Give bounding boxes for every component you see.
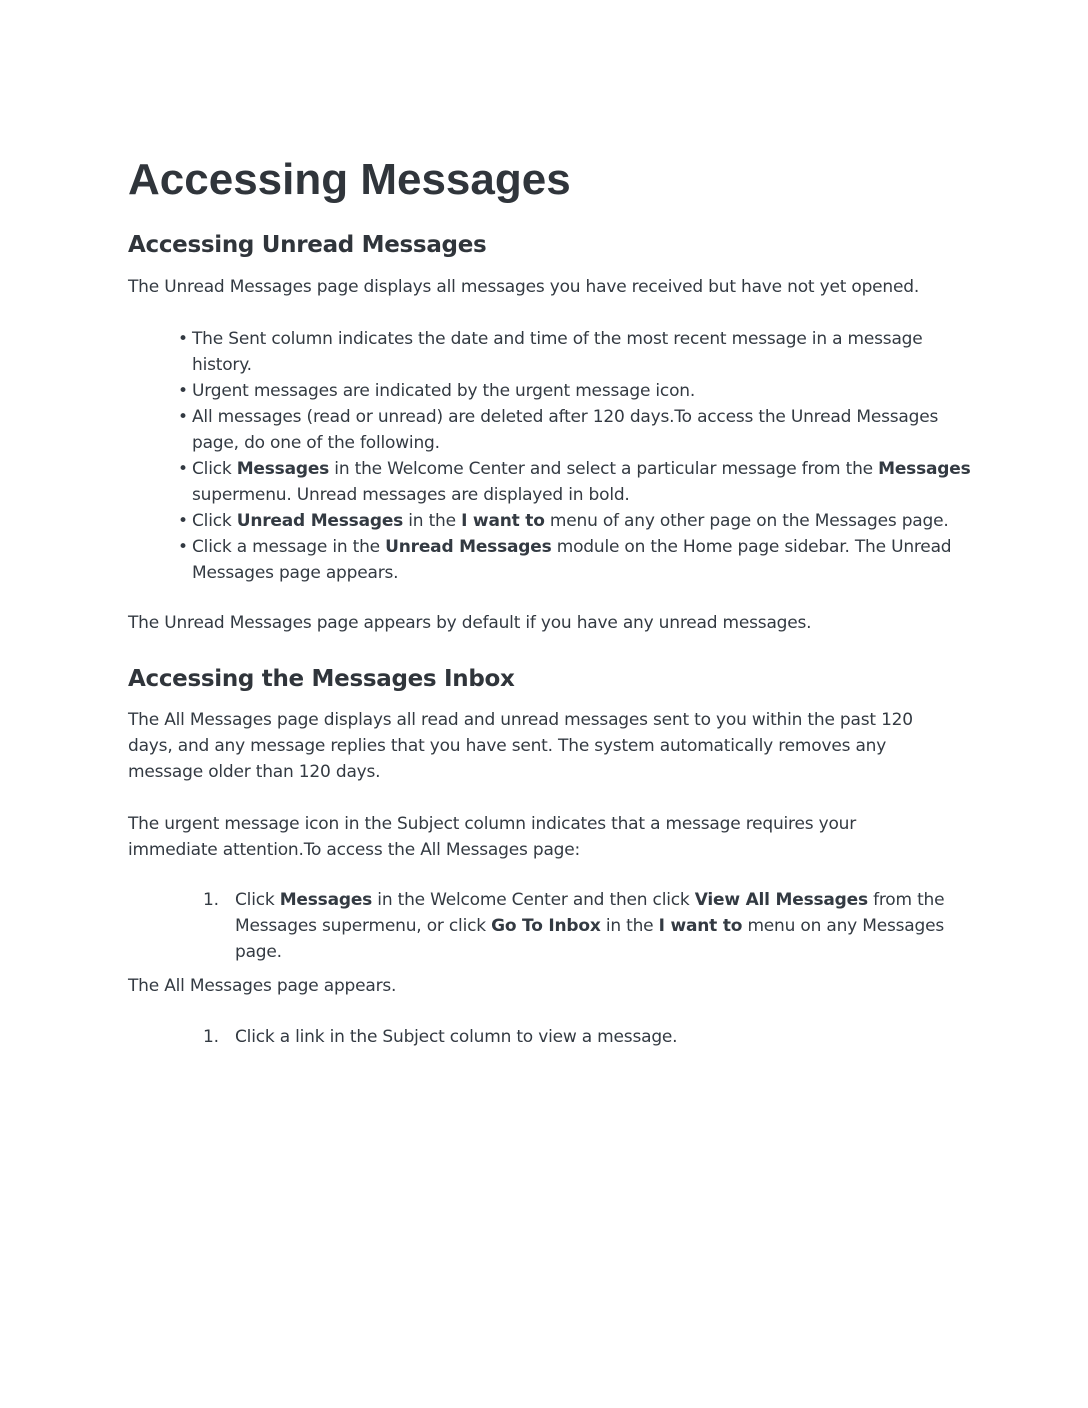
text-run: in the Welcome Center and then click xyxy=(372,890,695,910)
section-heading-unread: Accessing Unread Messages xyxy=(128,232,487,258)
inbox-paragraph-2: The urgent message icon in the Subject column indicates that a message requires your immediate attention.To access the All Messages page: xyxy=(128,814,857,860)
text-run: Click a link in the Subject column to view a message. xyxy=(235,1027,678,1047)
inbox-steps-list-2 xyxy=(203,1024,975,1050)
text-run: Click xyxy=(192,511,237,531)
list-item-text xyxy=(192,511,949,531)
text-run: Click xyxy=(235,890,280,910)
bold-term: Unread Messages xyxy=(385,537,552,557)
list-item xyxy=(178,404,972,456)
text-run: module on the Home page sidebar. The Unread Messages page appears. xyxy=(192,537,952,583)
page-title: Accessing Messages xyxy=(128,155,571,204)
list-item-text xyxy=(192,407,938,453)
list-item-text xyxy=(192,329,923,375)
bold-term: View All Messages xyxy=(694,890,868,910)
list-item-text xyxy=(192,537,951,583)
bold-term: Unread Messages xyxy=(236,511,404,531)
unread-outro: The Unread Messages page appears by default if you have any unread messages. xyxy=(128,613,812,633)
text-run: in the Welcome Center and select a particular message from the xyxy=(329,459,879,479)
text-run: menu of any other page on the Messages page. xyxy=(544,511,949,531)
unread-bullet-list xyxy=(178,326,972,586)
unread-intro: The Unread Messages page displays all messages you have received but have not yet opened. xyxy=(128,277,920,297)
text-run: in the xyxy=(600,916,659,936)
list-item xyxy=(178,534,972,586)
list-item-text xyxy=(235,1027,677,1047)
bullet-icon: • xyxy=(178,511,188,531)
bullet-icon: • xyxy=(178,407,188,427)
text-run: Click a message in the xyxy=(192,537,386,557)
text-run: in the xyxy=(403,511,462,531)
text-run: Urgent messages are indicated by the urgent message icon. xyxy=(192,381,696,401)
bold-term: Go To Inbox xyxy=(491,916,601,936)
inbox-paragraph-1: The All Messages page displays all read and unread messages sent to you within the past 120 days, and any message replies that you have sent. The system automatically removes any message older than 120 days. xyxy=(128,710,913,782)
text-run: All messages (read or unread) are deleted after 120 days.To access the Unread Messages page, do one of the following. xyxy=(192,407,939,453)
bold-term: Messages xyxy=(236,459,330,479)
bullet-icon: • xyxy=(178,537,188,557)
bold-term: I want to xyxy=(461,511,545,531)
list-item-text xyxy=(235,890,944,962)
list-number: 1. xyxy=(203,890,219,910)
bold-term: Messages xyxy=(279,890,373,910)
text-run: menu on any Messages page. xyxy=(235,916,945,962)
bullet-icon: • xyxy=(178,381,188,401)
text-run: from the Messages supermenu, or click xyxy=(235,890,945,936)
bullet-icon: • xyxy=(178,329,188,349)
list-item xyxy=(178,326,972,378)
inbox-steps-list-1 xyxy=(203,887,975,965)
list-item xyxy=(203,887,975,965)
bullet-icon: • xyxy=(178,459,188,479)
list-item-text xyxy=(192,381,695,401)
list-item-text xyxy=(192,459,971,505)
list-item xyxy=(178,378,972,404)
bold-term: I want to xyxy=(658,916,743,936)
list-item xyxy=(178,508,972,534)
list-number: 1. xyxy=(203,1027,219,1047)
section-heading-inbox: Accessing the Messages Inbox xyxy=(128,666,515,692)
text-run: The Sent column indicates the date and time of the most recent message in a message history. xyxy=(192,329,923,375)
text-run: supermenu. Unread messages are displayed in bold. xyxy=(192,485,630,505)
list-item xyxy=(178,456,972,508)
inbox-paragraph-3: The All Messages page appears. xyxy=(128,976,397,996)
text-run: Click xyxy=(192,459,237,479)
bold-term: Messages xyxy=(878,459,971,479)
list-item xyxy=(203,1024,975,1050)
